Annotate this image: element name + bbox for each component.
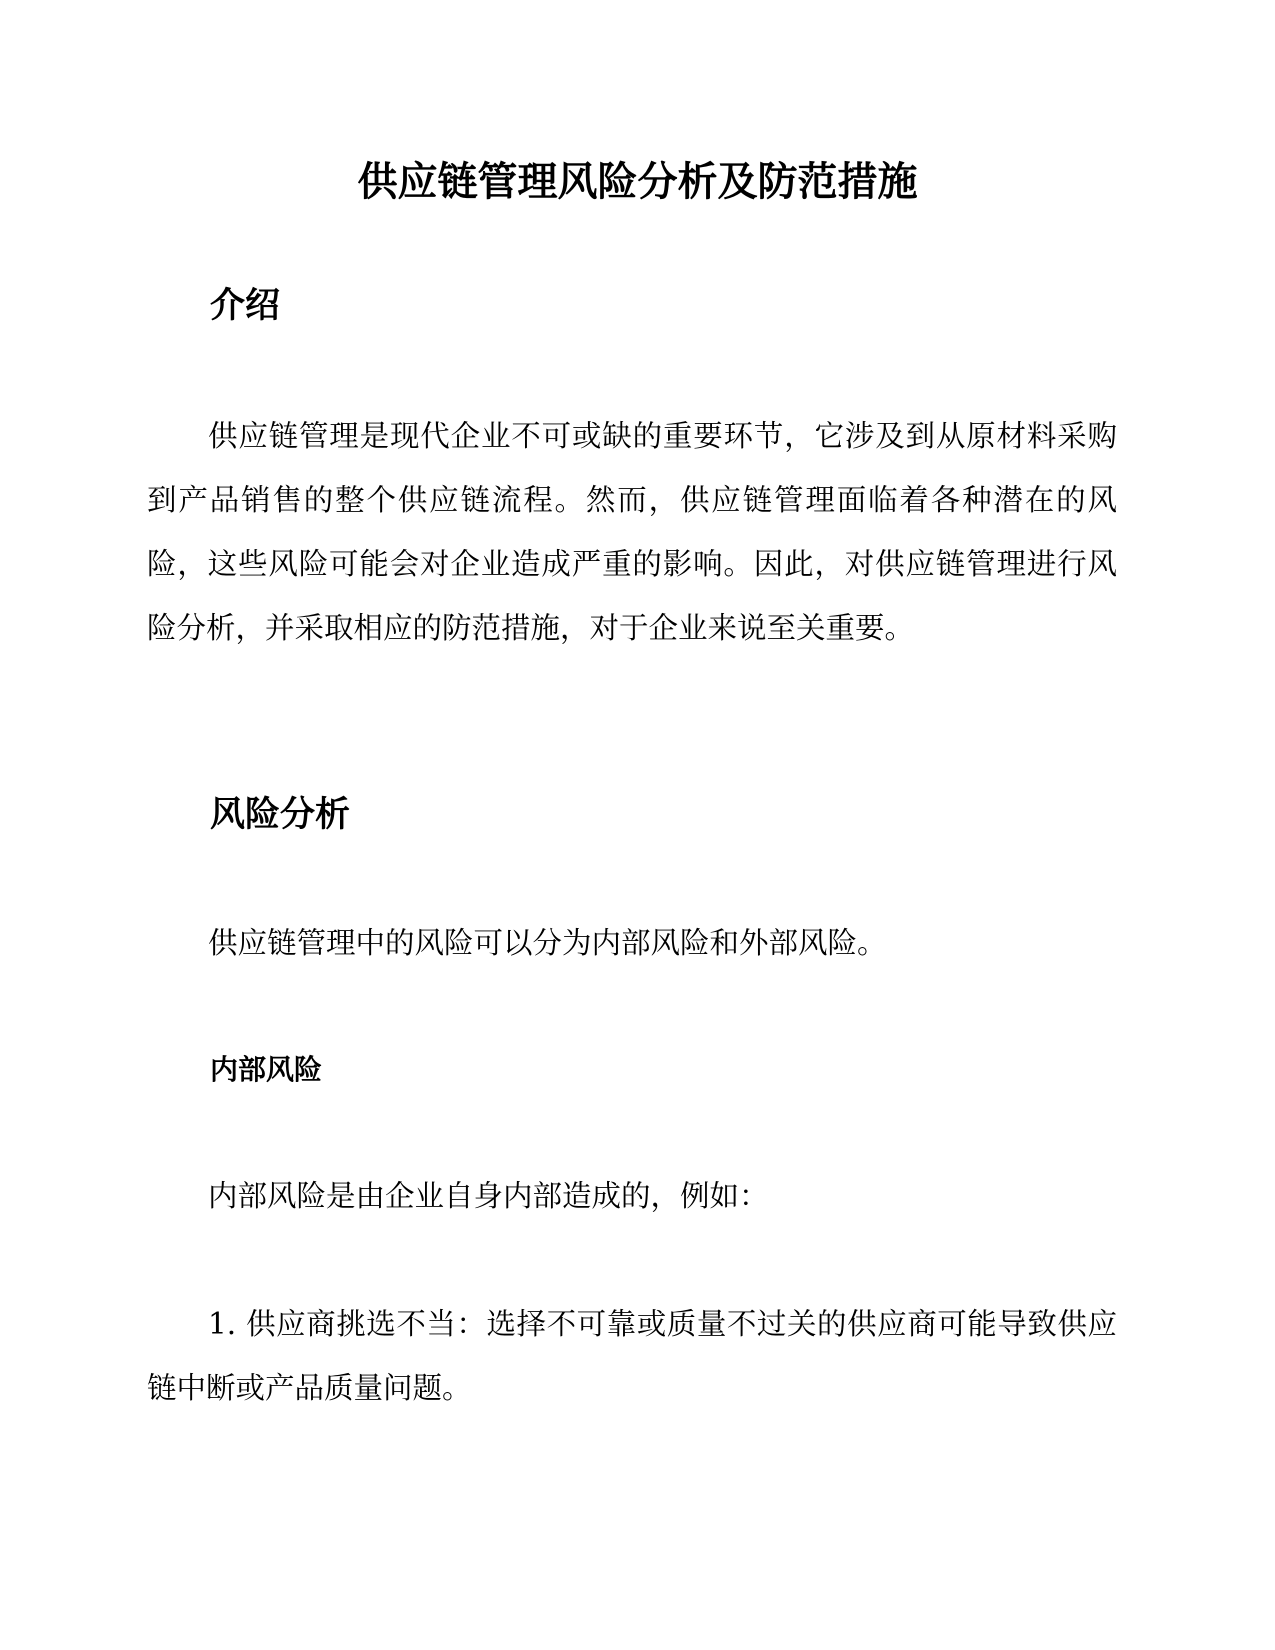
document-title: 供应链管理风险分析及防范措施 [357,159,918,205]
section-heading-risk-analysis: 风险分析 [210,795,351,835]
list-item: 1. 供应商挑选不当：选择不可靠或质量不过关的供应商可能导致供应链中断或产品质量问题。 [147,1307,1117,1405]
section-heading-intro: 介绍 [210,286,281,326]
risk-analysis-paragraph: 供应链管理中的风险可以分为内部风险和外部风险。 [208,926,887,960]
internal-risk-paragraph: 内部风险是由企业自身内部造成的，例如： [208,1179,769,1213]
intro-paragraph: 供应链管理是现代企业不可或缺的重要环节，它涉及到从原材料采购到产品销售的整个供应链流程。然而，供应链管理面临着各种潜在的风险，这些风险可能会对企业造成严重的影响。因此，对供应链管理进行风险分析，并采取相应的防范措施，对于企业来说至关重要。 [147,419,1117,645]
subsection-heading-internal-risk: 内部风险 [210,1053,323,1086]
